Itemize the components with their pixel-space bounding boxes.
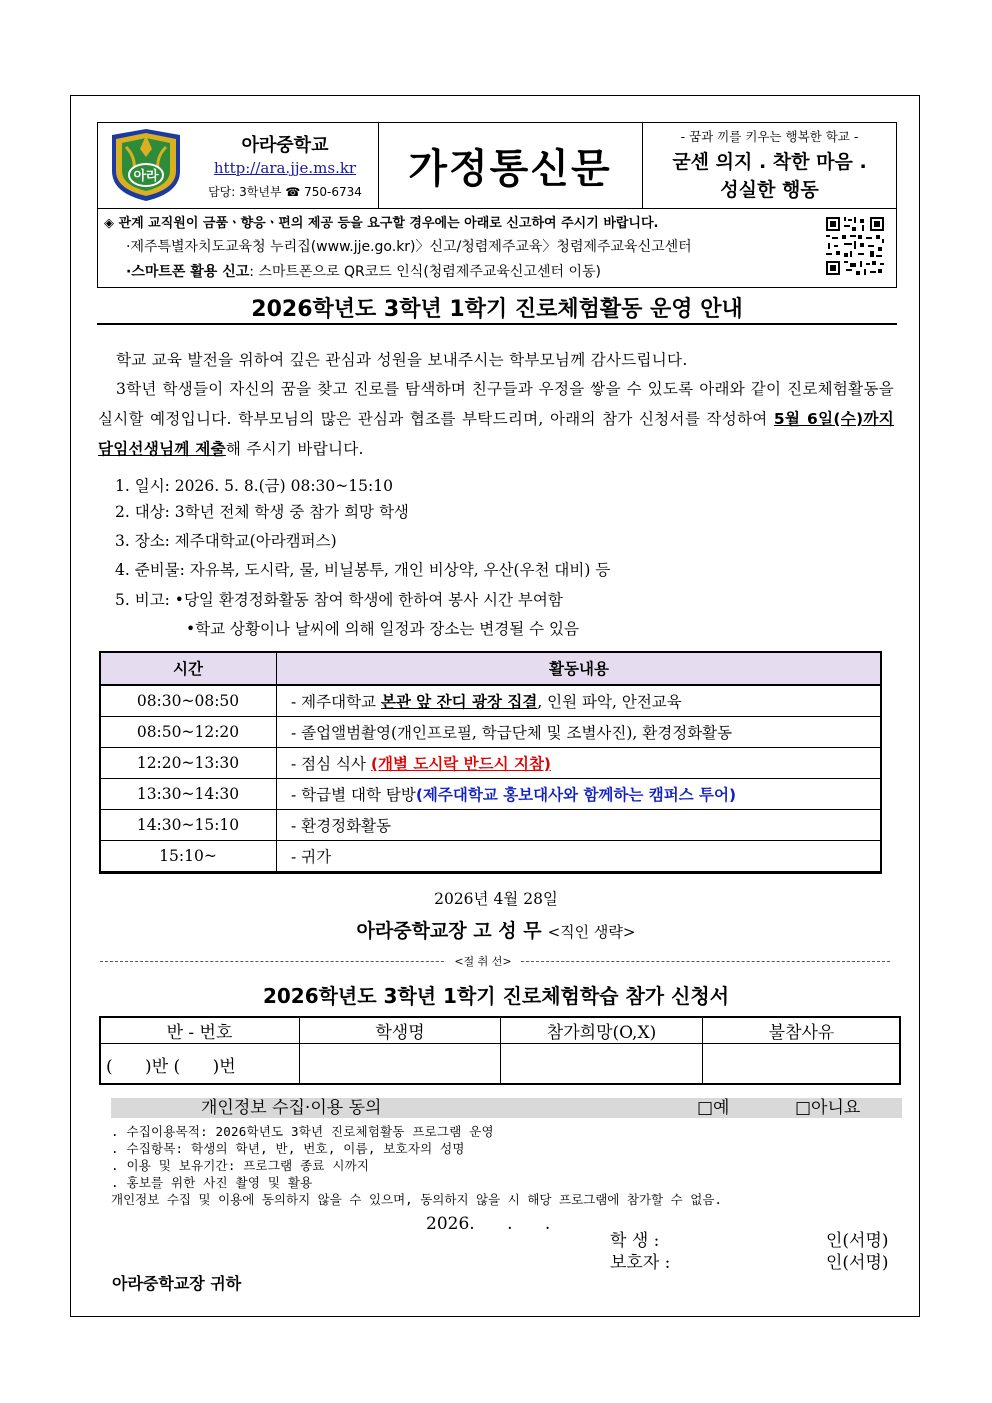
- school-logo-icon: [106, 127, 186, 203]
- motto-subtitle: - 꿈과 끼를 키우는 행복한 학교 -: [680, 129, 859, 144]
- newsletter-title-box: [378, 123, 643, 208]
- info-item-supplies: 4. 준비물: 자유복, 도시락, 물, 비닐봉투, 개인 비상약, 우산(우천 대비) 등: [115, 561, 611, 579]
- consent-photo: . 홍보를 위한 사진 촬영 및 활용: [111, 1175, 313, 1190]
- schedule-time: 13:30~14:30: [100, 779, 277, 810]
- app-header-participation: 참가희망(O,X): [501, 1017, 703, 1044]
- schedule-row: [100, 685, 882, 717]
- student-signature[interactable]: 인(서명): [826, 1231, 889, 1251]
- cut-line-label: <절 취 선>: [446, 953, 520, 969]
- app-header-student: 학생명: [300, 1017, 501, 1044]
- seal-note: <직인 생략>: [547, 923, 636, 941]
- notice-line-1: ◈ 관계 교직원이 금품ㆍ향응ㆍ편의 제공 등을 요구할 경우에는 아래로 신고하여 주시기 바랍니다.: [104, 216, 659, 231]
- intro-paragraph-1: 학교 교육 발전을 위하여 깊은 관심과 성원을 보내주시는 학부모님께 감사드립니다.: [116, 351, 688, 369]
- page-title: 2026학년도 3학년 1학기 진로체험활동 운영 안내: [97, 292, 897, 325]
- class-number-field[interactable]: ( )반 ( )번: [100, 1044, 300, 1085]
- addressee: 아라중학교장 귀하: [112, 1274, 242, 1293]
- consent-title: 개인정보 수집·이용 동의: [201, 1098, 382, 1118]
- notice-line-3-label: ·스마트폰 활용 신고: [126, 264, 250, 280]
- info-item-remarks-2: •학교 상황이나 날씨에 의해 일정과 장소는 변경될 수 있음: [186, 620, 579, 638]
- guardian-sign-label: 보호자 :: [610, 1253, 671, 1273]
- intro-paragraph-2: [98, 374, 894, 464]
- school-motto: [643, 123, 896, 208]
- activity-emphasis-red: (개별 도시락 반드시 지참): [370, 755, 552, 773]
- student-sign-label: 학 생 :: [610, 1231, 660, 1251]
- student-name-field[interactable]: [300, 1044, 501, 1085]
- schedule-activity: - 귀가: [277, 841, 882, 872]
- principal-name: 아라중학교장 고 성 무: [356, 920, 542, 942]
- school-info: [98, 123, 379, 208]
- info-item-date: 1. 일시: 2026. 5. 8.(금) 08:30~15:10: [115, 477, 393, 495]
- schedule-row: [100, 841, 882, 872]
- schedule-time: 08:50~12:20: [100, 717, 277, 748]
- schedule-activity: [277, 685, 882, 717]
- schedule-activity: - 환경정화활동: [277, 810, 882, 841]
- consent-period: . 이용 및 보유기간: 프로그램 종료 시까지: [111, 1158, 370, 1173]
- qr-code-icon[interactable]: [824, 215, 886, 277]
- schedule-activity: [277, 779, 882, 810]
- absence-reason-field[interactable]: [703, 1044, 901, 1085]
- activity-text: - 학급별 대학 탐방: [291, 786, 416, 804]
- issue-date: 2026년 4월 28일: [434, 890, 558, 908]
- logo-text: 아라: [133, 169, 159, 184]
- school-name: 아라중학교: [241, 135, 329, 156]
- schedule-row: [100, 748, 882, 779]
- intro-text-end: 해 주시기 바랍니다.: [225, 440, 364, 458]
- schedule-activity: - 졸업앨범촬영(개인프로필, 학급단체 및 조별사진), 환경정화활동: [277, 717, 882, 748]
- deadline-emphasis: 5월 6일(수)까지 담임선생님께 제출: [98, 410, 894, 458]
- activity-text: - 점심 식사: [291, 755, 371, 773]
- schedule-header-activity: 활동내용: [277, 652, 882, 686]
- activity-emphasis-blue: (제주대학교 홍보대사와 함께하는 캠퍼스 투어): [415, 786, 737, 804]
- consent-bar: [111, 1098, 902, 1118]
- guardian-signature[interactable]: 인(서명): [826, 1253, 889, 1273]
- notice-line-3-text: : 스마트폰으로 QR코드 인식(청렴제주교육신고센터 이동): [249, 264, 601, 280]
- consent-items: . 수집항목: 학생의 학년, 반, 번호, 이름, 보호자의 성명: [111, 1141, 465, 1156]
- consent-purpose: . 수집이용목적: 2026학년도 3학년 진로체험활동 프로그램 운영: [111, 1124, 494, 1139]
- activity-text-end: , 인원 파악, 안전교육: [537, 693, 682, 711]
- schedule-time: 14:30~15:10: [100, 810, 277, 841]
- info-item-place: 3. 장소: 제주대학교(아라캠퍼스): [115, 532, 337, 550]
- schedule-time: 15:10~: [100, 841, 277, 872]
- schedule-row: [100, 810, 882, 841]
- school-url-link[interactable]: http://ara.jje.ms.kr: [213, 159, 357, 177]
- notice-line-2: ·제주특별자치도교육청 누리집(www.jje.go.kr)〉신고/청렴제주교육〉청렴제주교육신고센터: [126, 239, 692, 255]
- info-item-remarks: 5. 비고: •당일 환경정화활동 참여 학생에 한하여 봉사 시간 부여함: [115, 591, 563, 609]
- notice-line-3: [126, 261, 601, 281]
- app-header-class: 반 - 번호: [100, 1017, 300, 1044]
- schedule-header-time: 시간: [100, 652, 277, 686]
- schedule-activity: [277, 748, 882, 779]
- principal-line: [0, 916, 992, 943]
- report-notice: [97, 208, 897, 288]
- consent-refusal-note: 개인정보 수집 및 이용에 동의하지 않을 수 있으며, 동의하지 않을 시 해당 프로그램에 참가할 수 없음.: [111, 1192, 722, 1207]
- activity-text: - 제주대학교: [291, 693, 381, 711]
- consent-no-checkbox[interactable]: □아니요: [795, 1098, 861, 1118]
- motto-line-1: 굳센 의지 . 착한 마음 .: [672, 151, 867, 173]
- info-item-target: 2. 대상: 3학년 전체 학생 중 참가 희망 학생: [115, 503, 409, 521]
- contact-info: 담당: 3학년부 ☎ 750-6734: [208, 185, 362, 199]
- participation-field[interactable]: [501, 1044, 703, 1085]
- consent-yes-checkbox[interactable]: □예: [697, 1098, 730, 1118]
- schedule-row: [100, 779, 882, 810]
- newsletter-title: 가정통신문: [408, 146, 612, 192]
- schedule-time: 12:20~13:30: [100, 748, 277, 779]
- schedule-row: [100, 717, 882, 748]
- application-table: [99, 1016, 901, 1085]
- sign-date: 2026. . .: [426, 1214, 551, 1234]
- schedule-time: 08:30~08:50: [100, 685, 277, 717]
- newsletter-header: [97, 122, 897, 209]
- application-title: 2026학년도 3학년 1학기 진로체험학습 참가 신청서: [262, 984, 730, 1008]
- schedule-table: [99, 651, 882, 872]
- motto-line-2: 성실한 행동: [720, 179, 819, 201]
- app-header-reason: 불참사유: [703, 1017, 901, 1044]
- activity-emphasis: 본관 앞 잔디 광장 집결: [380, 693, 538, 711]
- intro-text: 3학년 학생들이 자신의 꿈을 찾고 진로를 탐색하며 친구들과 우정을 쌓을 수 있도록 아래와 같이 진로체험활동을 실시할 예정입니다. 학부모님의 많은 관심과 협조를 부탁드리며, 아래의 참가 신청서를 작성하여: [98, 380, 894, 428]
